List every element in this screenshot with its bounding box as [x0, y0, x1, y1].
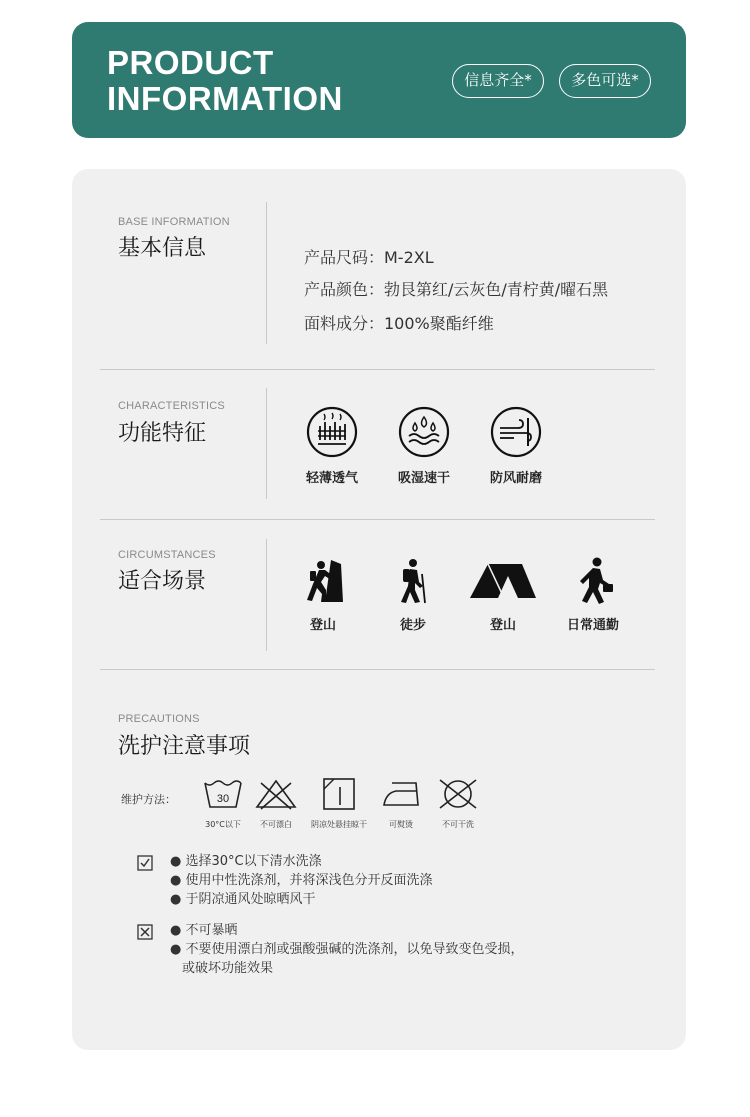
scene-label: 日常通勤 [566, 618, 619, 633]
care-iron [371, 777, 431, 830]
tag-info-complete: 信息齐全* [452, 64, 544, 98]
precautions-title-cn: 洗护注意事项 [118, 734, 251, 759]
section-divider [100, 669, 655, 670]
care-label-text: 不可干洗 [442, 820, 474, 829]
list-item: ● 不可暴晒 [170, 923, 238, 938]
scene-label: 登山 [309, 618, 336, 633]
scene-hiking [368, 556, 458, 633]
svg-text:30: 30 [216, 793, 230, 805]
checkbox-checked-icon [137, 855, 153, 871]
section-divider [100, 519, 655, 520]
list-item: ● 不要使用漂白剂或强酸强碱的洗涤剂，以免导致变色受损， [170, 942, 524, 957]
header-title: PRODUCT INFORMATION [107, 44, 343, 117]
windproof-icon [490, 406, 542, 458]
info-card [72, 169, 686, 1050]
scene-commuting [548, 556, 638, 633]
care-label-text: 可熨烫 [389, 820, 413, 829]
feature-quick-dry [384, 406, 464, 486]
care-label-text: 不可漂白 [260, 820, 292, 829]
scene-label: 徒步 [399, 618, 426, 633]
tent-icon [467, 556, 539, 606]
characteristics-divider [266, 388, 267, 499]
care-drip-dry [309, 777, 369, 830]
feature-label: 轻薄透气 [305, 471, 358, 486]
base-title-en: BASE INFORMATION [118, 216, 230, 228]
characteristics-title-en: CHARACTERISTICS [118, 400, 225, 412]
scene-climbing [278, 556, 368, 633]
moisture-wicking-icon [398, 406, 450, 458]
care-no-bleach [246, 777, 306, 830]
info-material: 面料成分：100%聚酯纤维 [304, 314, 494, 333]
climbing-icon [297, 556, 349, 606]
characteristics-title-cn: 功能特征 [118, 421, 207, 446]
care-no-dry-clean [428, 777, 488, 830]
no-bleach-icon [255, 777, 297, 811]
hiking-icon [387, 556, 439, 606]
breathable-fabric-icon [306, 406, 358, 458]
list-item: ● 选择30°C以下清水洗涤 [170, 854, 322, 869]
list-item: 或破坏功能效果 [182, 961, 274, 976]
precautions-title-en: PRECAUTIONS [118, 713, 200, 725]
drip-dry-shade-icon [318, 777, 360, 811]
circumstances-title-en: CIRCUMSTANCES [118, 549, 216, 561]
scene-camping [458, 556, 548, 633]
header-banner [72, 22, 686, 138]
tag-multi-color: 多色可选* [559, 64, 651, 98]
list-item: ● 于阴凉通风处晾晒风干 [170, 892, 316, 907]
commuting-icon [567, 556, 619, 606]
wash-30-icon [202, 777, 244, 811]
feature-label: 防风耐磨 [489, 471, 542, 486]
iron-icon [380, 777, 422, 811]
feature-windproof [476, 406, 556, 486]
section-divider [100, 369, 655, 370]
do-list [170, 852, 432, 909]
info-color: 产品颜色：勃艮第红/云灰色/青柠黄/曜石黑 [304, 280, 609, 299]
feature-label: 吸湿速干 [397, 471, 450, 486]
scene-label: 登山 [489, 618, 516, 633]
checkbox-crossed-icon [137, 924, 153, 940]
care-method-label: 维护方法： [121, 793, 176, 806]
care-label-text: 30°C以下 [205, 820, 241, 829]
feature-breathable [292, 406, 372, 486]
no-dry-clean-icon [437, 777, 479, 811]
list-item: ● 使用中性洗涤剂，并将深浅色分开反面洗涤 [170, 873, 433, 888]
circumstances-divider [266, 539, 267, 651]
dont-list [170, 921, 523, 978]
circumstances-title-cn: 适合场景 [118, 569, 207, 594]
care-label-text: 阴凉处悬挂晾干 [311, 820, 367, 829]
base-title-cn: 基本信息 [118, 236, 207, 261]
base-divider [266, 202, 267, 344]
info-size: 产品尺码：M-2XL [304, 248, 434, 267]
care-wash-30 [193, 777, 253, 830]
